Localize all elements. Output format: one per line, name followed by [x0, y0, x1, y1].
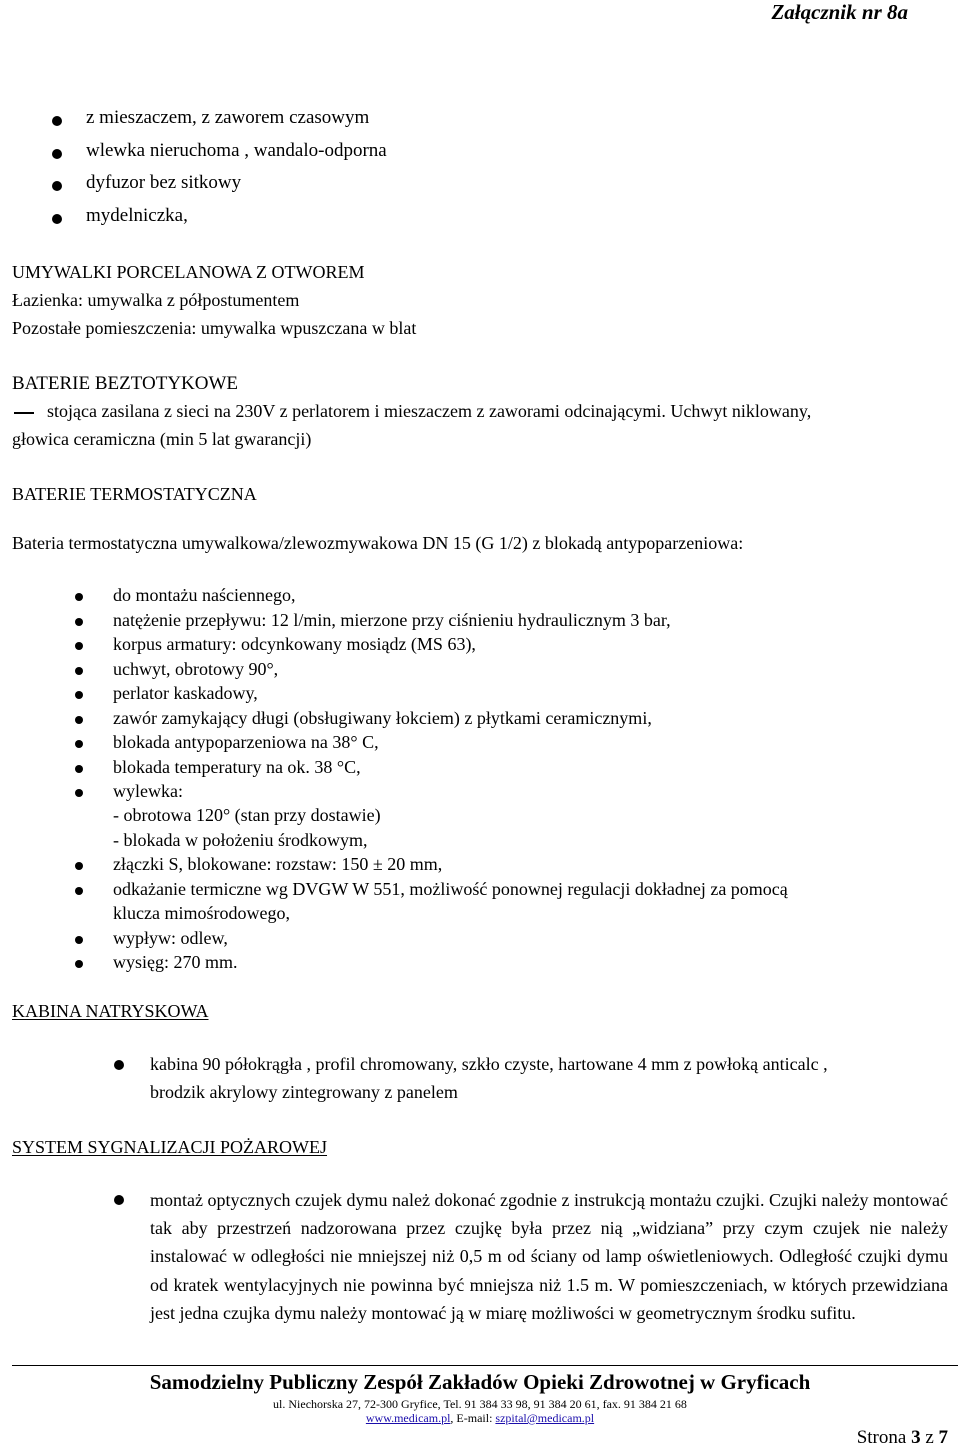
bullet-icon	[114, 1060, 124, 1070]
bullet-icon	[52, 214, 62, 224]
list-item-continuation: klucza mimośrodowego,	[113, 903, 290, 923]
bullet-icon	[75, 789, 83, 797]
bullet-icon	[114, 1195, 124, 1205]
annex-label: Załącznik nr 8a	[771, 0, 908, 24]
list-item: blokada antypoparzeniowa na 38° C,	[113, 732, 379, 752]
list-item: perlator kaskadowy,	[113, 683, 258, 703]
list-subitem: - blokada w położeniu środkowym,	[113, 830, 368, 850]
termostatyczna-intro: Bateria termostatyczna umywalkowa/zlewozmywakowa DN 15 (G 1/2) z blokadą antypoparzeniowa:	[12, 533, 744, 553]
list-item: złączki S, blokowane: rozstaw: 150 ± 20 mm,	[113, 854, 443, 874]
page-current: 3	[911, 1427, 921, 1448]
bullet-icon	[52, 181, 62, 191]
bullet-icon	[75, 642, 83, 650]
page-number	[857, 1427, 948, 1449]
bullet-icon	[75, 716, 83, 724]
list-item: blokada temperatury na ok. 38 °C,	[113, 757, 361, 777]
baterie-bezdotykowe-line: głowica ceramiczna (min 5 lat gwarancji)	[12, 429, 312, 449]
bullet-icon	[75, 618, 83, 626]
kabina-line: kabina 90 półokrągła , profil chromowany, szkło czyste, hartowane 4 mm z powłoką anticalc ,	[150, 1054, 828, 1074]
email-link[interactable]: szpital@medicam.pl	[495, 1411, 595, 1425]
pozar-paragraph: montaż optycznych czujek dymu należ dokonać zgodnie z instrukcją montażu czujki. Czujki należy montować tak aby przestrzeń nadzorowana przez czujkę była przez nią „widziana” przy czym czujek nie należy instalować w odległości nie mniejszej niż 0,5 m od ściany od lamp oświetleniowych. Odległość czujki dymu od kratek wentylacyjnych nie powinna być mniejsza niż 1.5 m. W pomieszczeniach, w których przewidziana jest jedna czujka dymu należy montować ją w miarę możliwości w geometrycznym środku sufitu.	[150, 1190, 948, 1323]
list-item: wylewka:	[113, 781, 183, 801]
umywalki-line: Łazienka: umywalka z półpostumentem	[12, 290, 300, 310]
bullet-icon	[75, 862, 83, 870]
footer-divider	[12, 1365, 958, 1366]
bullet-icon	[75, 936, 83, 944]
page-prefix: Strona	[856, 1427, 912, 1448]
list-item: mydelniczka,	[86, 205, 188, 226]
dash-icon	[14, 412, 34, 414]
section-heading-termostatyczna: BATERIE TERMOSTATYCZNA	[12, 484, 257, 504]
list-subitem: - obrotowa 120° (stan przy dostawie)	[113, 805, 381, 825]
list-item: natężenie przepływu: 12 l/min, mierzone przy ciśnieniu hydraulicznym 3 bar,	[113, 610, 671, 630]
kabina-line: brodzik akrylowy zintegrowany z panelem	[150, 1082, 458, 1102]
list-item: z mieszaczem, z zaworem czasowym	[86, 107, 370, 128]
umywalki-line: Pozostałe pomieszczenia: umywalka wpuszczana w blat	[12, 318, 417, 338]
section-heading-kabina: KABINA NATRYSKOWA	[12, 1001, 209, 1021]
list-item: korpus armatury: odcynkowany mosiądz (MS 63),	[113, 634, 476, 654]
list-item: wypływ: odlew,	[113, 928, 228, 948]
page-total: 7	[938, 1427, 948, 1448]
list-item: wysięg: 270 mm.	[113, 952, 238, 972]
bullet-icon	[75, 593, 83, 601]
bullet-icon	[75, 691, 83, 699]
website-link[interactable]: www.medicam.pl	[365, 1411, 451, 1425]
list-item: odkażanie termiczne wg DVGW W 551, możliwość ponownej regulacji dokładnej za pomocą	[113, 879, 788, 899]
baterie-bezdotykowe-line: stojąca zasilana z sieci na 230V z perlatorem i mieszaczem z zaworami odcinającymi. Uchwyt niklowany,	[47, 401, 812, 421]
bullet-icon	[75, 960, 83, 968]
bullet-icon	[52, 116, 62, 126]
bullet-icon	[75, 667, 83, 675]
list-item: zawór zamykający długi (obsługiwany łokciem) z płytkami ceramicznymi,	[113, 708, 652, 728]
bullet-icon	[52, 149, 62, 159]
email-label: , E-mail:	[450, 1411, 496, 1425]
list-item: dyfuzor bez sitkowy	[86, 172, 242, 193]
page-separator: z	[920, 1427, 939, 1448]
bullet-icon	[75, 887, 83, 895]
footer-address: ul. Niechorska 27, 72-300 Gryfice, Tel. 91 384 33 98, 91 384 20 61, fax. 91 384 21 68	[273, 1397, 687, 1411]
list-item: wlewka nieruchoma , wandalo-odporna	[86, 140, 387, 161]
section-heading-umywalki: UMYWALKI PORCELANOWA Z OTWOREM	[12, 262, 365, 282]
list-item: uchwyt, obrotowy 90°,	[113, 659, 279, 679]
list-item: do montażu naściennego,	[113, 585, 296, 605]
section-heading-baterie-bezdotykowe: BATERIE BEZTOTYKOWE	[12, 373, 239, 394]
section-heading-pozar: SYSTEM SYGNALIZACJI POŻAROWEJ	[12, 1137, 328, 1157]
footer-organization: Samodzielny Publiczny Zespół Zakładów Opieki Zdrowotnej w Gryficach	[149, 1370, 811, 1394]
bullet-icon	[75, 765, 83, 773]
footer-contact	[0, 1411, 960, 1426]
bullet-icon	[75, 740, 83, 748]
